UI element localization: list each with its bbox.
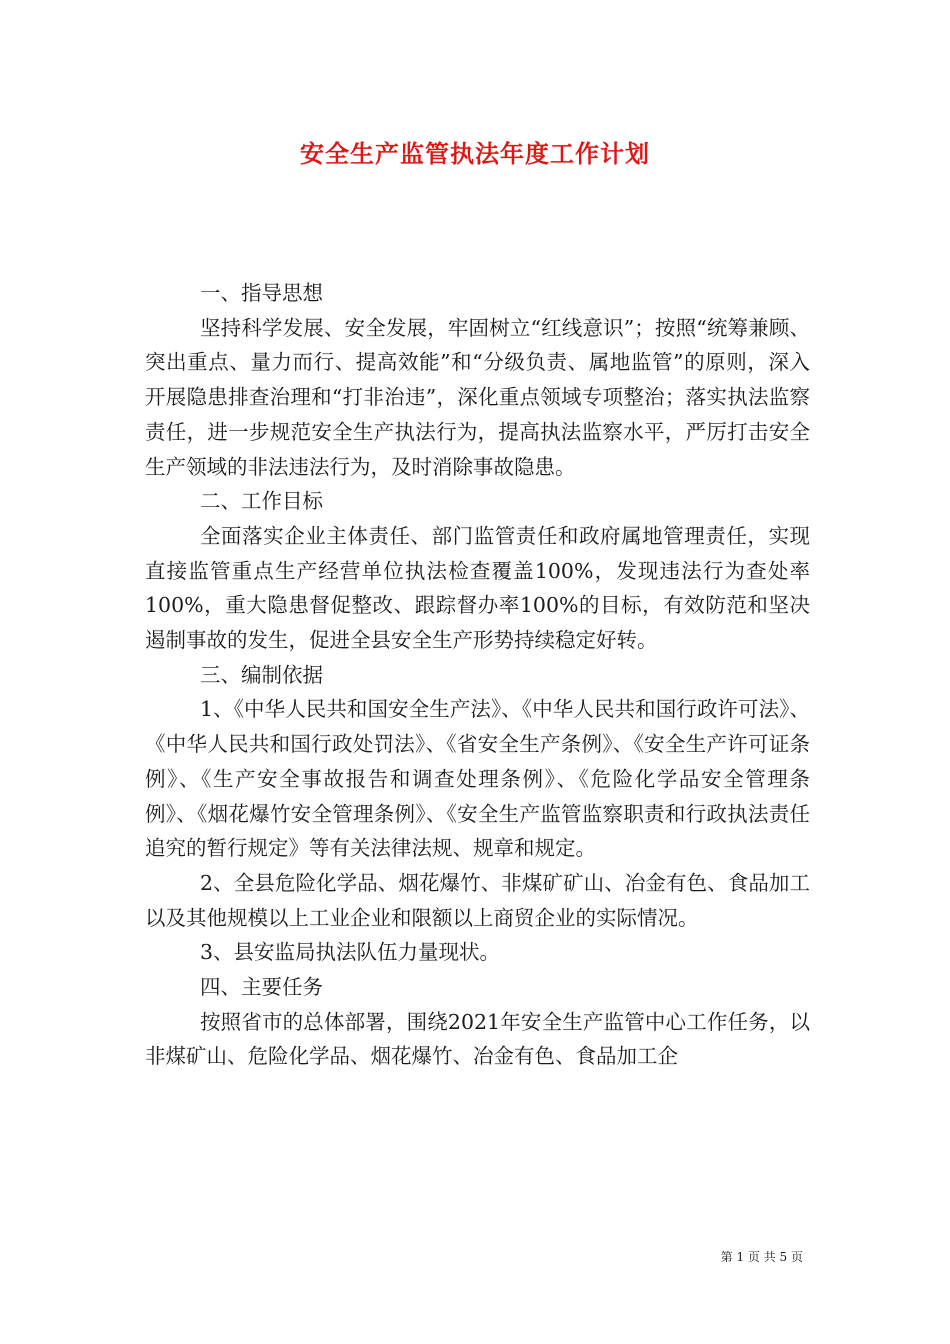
body-paragraph: 3、县安监局执法队伍力量现状。	[200, 940, 501, 965]
section-heading: 三、编制依据	[200, 662, 323, 687]
body-paragraph: 全面落实企业主体责任、部门监管责任和政府属地管理责任，实现直接监管重点生产经营单位执法检查覆盖100%，发现违法行为查处率100%，重大隐患督促整改、跟踪督办率100%的目标，有效防范和坚决遏制事故的发生，促进全县安全生产形势持续稳定好转。	[145, 523, 810, 653]
document-body	[145, 276, 810, 1074]
document-title: 安全生产监管执法年度工作计划	[300, 139, 650, 168]
body-paragraph: 按照省市的总体部署，围绕2021年安全生产监管中心工作任务，以非煤矿山、危险化学品、烟花爆竹、冶金有色、食品加工企	[145, 1009, 810, 1069]
page-number: 第 1 页 共 5 页	[720, 1250, 803, 1264]
body-paragraph: 1、《中华人民共和国安全生产法》、《中华人民共和国行政许可法》、《中华人民共和国行政处罚法》、《省安全生产条例》、《安全生产许可证条例》、《生产安全事故报告和调查处理条例》、《危险化学品安全管理条例》、《烟花爆竹安全管理条例》、《安全生产监管监察职责和行政执法责任追究的暂行规定》等有关法律法规、规章和规定。	[145, 697, 810, 861]
section-heading: 一、指导思想	[200, 281, 323, 305]
body-paragraph: 坚持科学发展、安全发展，牢固树立“红线意识”；按照“统筹兼顾、突出重点、量力而行、提高效能”和“分级负责、属地监管”的原则，深入开展隐患排查治理和“打非治违”，深化重点领域专项整治；落实执法监察责任，进一步规范安全生产执法行为，提高执法监察水平，严厉打击安全生产领域的非法违法行为，及时消除事故隐患。	[145, 315, 810, 479]
section-heading: 二、工作目标	[200, 489, 323, 514]
body-paragraph: 2、全县危险化学品、烟花爆竹、非煤矿矿山、冶金有色、食品加工以及其他规模以上工业企业和限额以上商贸企业的实际情况。	[145, 870, 810, 930]
section-heading: 四、主要任务	[200, 975, 323, 1000]
